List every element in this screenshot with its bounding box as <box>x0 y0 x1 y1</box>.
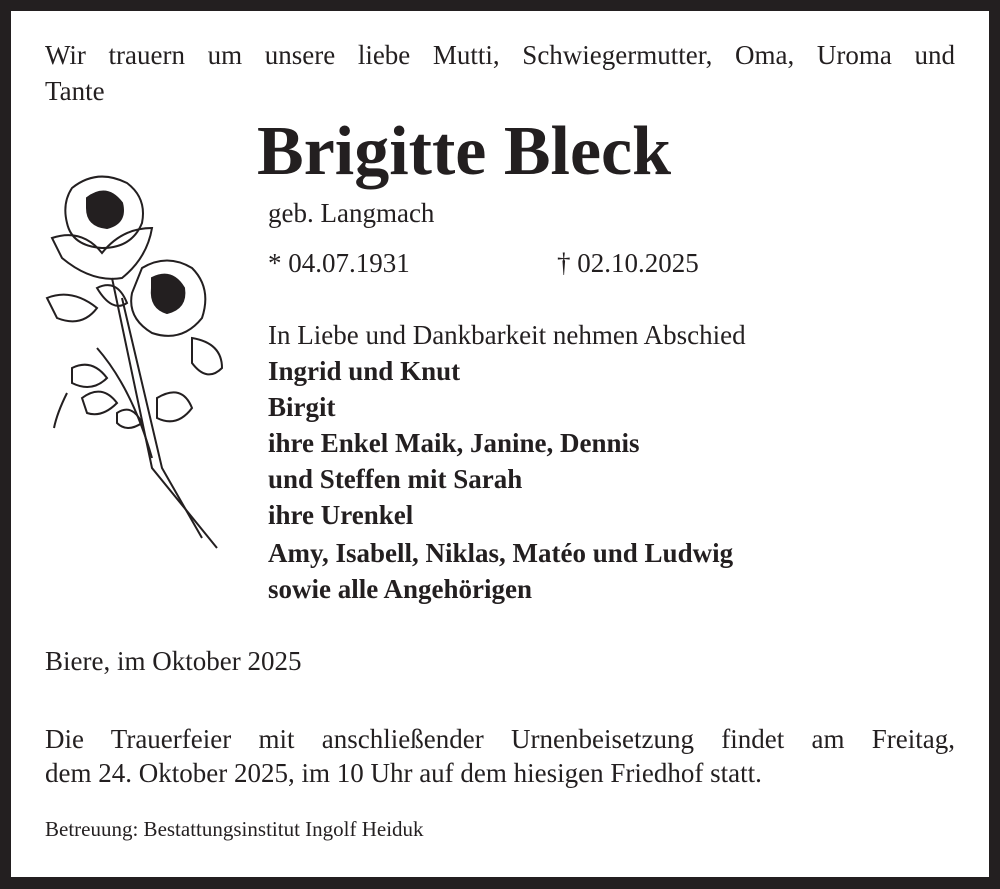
mourner-line: Ingrid und Knut <box>268 356 461 386</box>
mourner-line: und Steffen mit Sarah <box>268 464 523 494</box>
mourner-line: Amy, Isabell, Niklas, Matéo und Ludwig <box>268 538 734 568</box>
mourner-line: Birgit <box>268 392 336 422</box>
mourner-line: ihre Urenkel <box>268 500 414 530</box>
birth-date: * 04.07.1931 <box>268 248 410 278</box>
death-date: † 02.10.2025 <box>557 248 699 278</box>
ceremony-line: dem 24. Oktober 2025, im 10 Uhr auf dem hiesigen Friedhof statt. <box>45 758 762 788</box>
mourners-intro: In Liebe und Dankbarkeit nehmen Abschied <box>268 320 746 350</box>
funeral-home: Betreuung: Bestattungsinstitut Ingolf Heiduk <box>45 817 424 841</box>
ceremony-line: Die Trauerfeier mit anschließender Urnenbeisetzung findet am Freitag, <box>45 724 955 754</box>
intro-line: Tante <box>45 76 105 106</box>
place-date: Biere, im Oktober 2025 <box>45 646 302 676</box>
mourner-line: ihre Enkel Maik, Janine, Dennis <box>268 428 640 458</box>
intro-line: Wir trauern um unsere liebe Mutti, Schwiegermutter, Oma, Uroma und <box>45 40 955 70</box>
mourner-line: sowie alle Angehörigen <box>268 574 532 604</box>
roses-illustration <box>42 168 237 553</box>
birth-name: geb. Langmach <box>268 198 435 228</box>
deceased-name: Brigitte Bleck <box>257 113 672 190</box>
